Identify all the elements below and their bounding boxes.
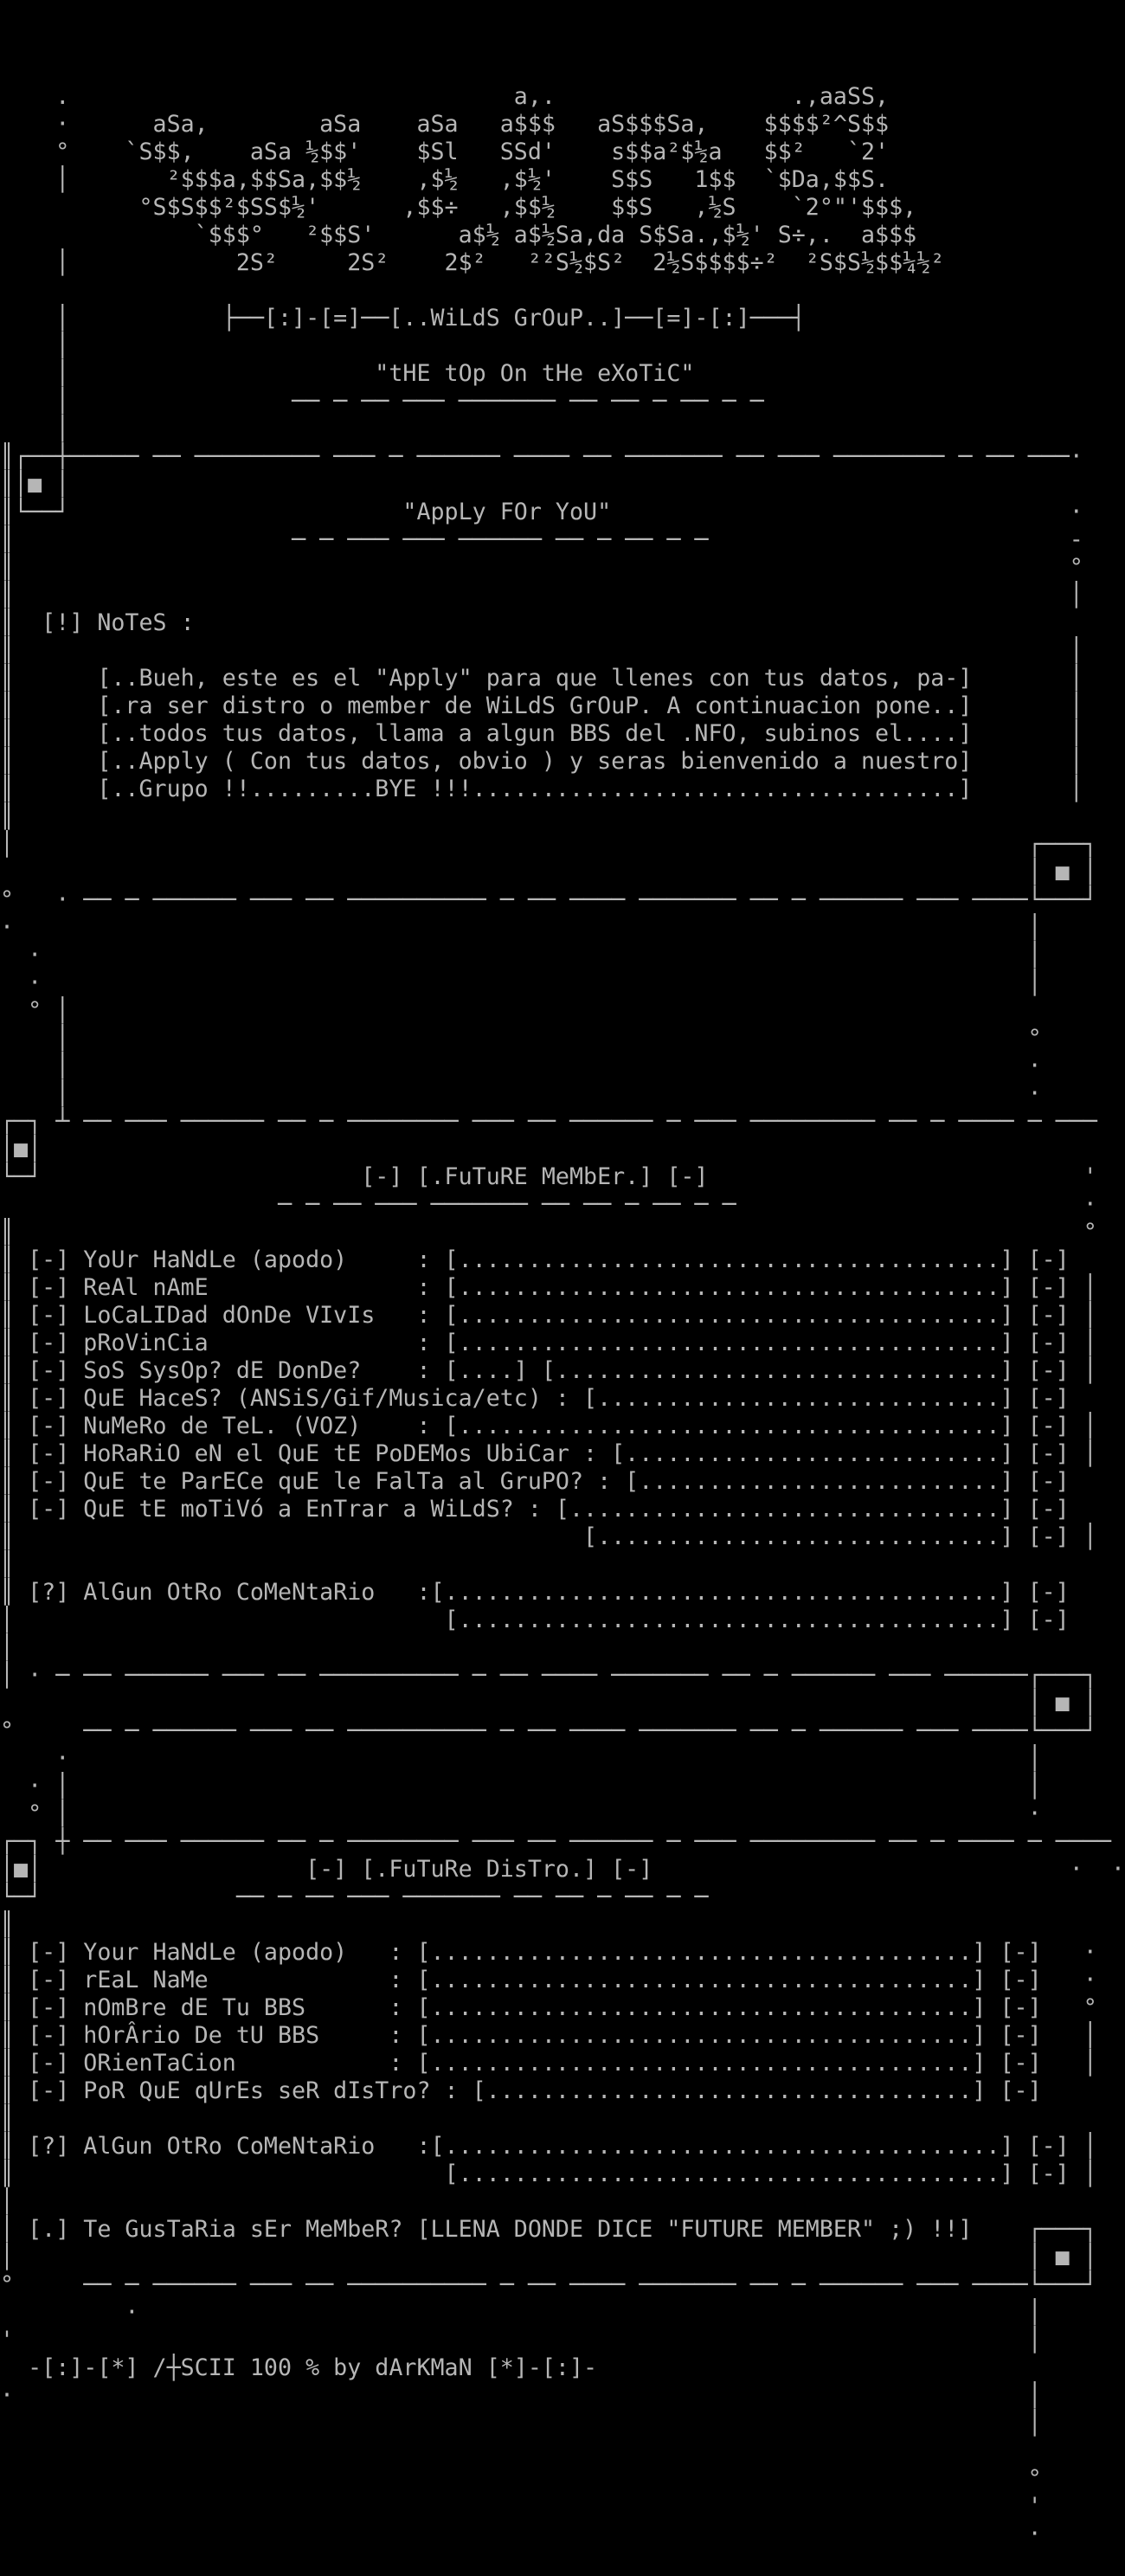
field-distro-comentario: ║ [?] AlGun OtRo CoMeNtaRio :[........................................] [-] │	[0, 2133, 1097, 2160]
ascii-row: ║	[0, 2105, 15, 2132]
distro-panel-corner-marker-right: │ │ ■ │	[0, 2244, 1097, 2270]
field-sysop: ║ [-] SoS SysOp? dE DonDe? : [....] [................................] [-] │	[0, 1357, 1097, 1384]
ascii-row: ' │	[0, 2327, 1042, 2354]
wilds-logo-row: ° `S$$, aSa ½$$' $Sl SSd' s$$a²$½a $$² `2'	[0, 138, 890, 165]
group-name-bar: │ ├──[:]-[=]──[..WiLdS GrOuP..]──[=]-[:]───┤	[0, 305, 806, 332]
notes-line: ║ [.ra ser distro o member de WiLdS GrOuP. A continuacion pone..] │	[0, 692, 1083, 719]
wilds-logo-row: │ 2S² 2S² 2$² ²²S½$S² 2½S$$$$÷² ²S$S½$$¼½²	[0, 249, 945, 276]
ascii-row: ║	[0, 1551, 15, 1578]
ascii-row: · │	[0, 1745, 1042, 1772]
ascii-row: ║ │	[0, 582, 1083, 609]
tagline-underline: │ ── ─ ── ─── ─────── ── ── ─ ── ─ ─	[0, 388, 764, 415]
apply-title-underline: ║ ─ ─ ─── ─── ────── ── ─ ── ─ ─ -	[0, 526, 1083, 553]
field-comentario-continuation: │ [.......................................] [-]	[0, 1607, 1070, 1633]
ascii-row: │ ·	[0, 1053, 1042, 1079]
member-panel-corner-marker: │■│	[0, 1136, 42, 1162]
ascii-row	[0, 2438, 1108, 2465]
member-panel-bottom-border: │ · ─ ── ────── ─── ── ────────── ─ ── ──── ─────── ── ─ ────── ─── ──────┌───┐	[0, 1662, 1097, 1689]
ascii-row: ° │	[0, 997, 70, 1024]
distro-section-title: │■│ [-] [.FuTuRe DisTro.] [-] · ·	[0, 1856, 1125, 1883]
member-title-underline: ─ ─ ── ─── ─────── ── ── ─ ── ─ ─ ·	[0, 1191, 1097, 1218]
wilds-logo-row: °S$S$$²$SS$½' ,$$÷ ,$$½ $$S ,½S `2°"'$$$,	[0, 194, 917, 221]
wilds-logo-row: . a,. .,aaSS,	[0, 83, 890, 110]
field-distro-comentario-continuation: ║ [.......................................] [-] │	[0, 2161, 1097, 2187]
wilds-logo-row: │ ²$$$a,$$Sa,$$½ ,$½ ,$½' S$S 1$$ `$Da,$$S.	[0, 166, 890, 193]
member-section-title: └─┘ [-] [.FuTuRE MeMbEr.] [-] '	[0, 1163, 1097, 1190]
field-distro-handle: ║ [-] Your HaNdLe (apodo) : [.......................................] [-] ·	[0, 1939, 1097, 1966]
ascii-row: °	[0, 2465, 1042, 2492]
credit-line: -[:]-[*] /┼SCII 100 % by dArKMaN [*]-[:]-	[0, 2354, 598, 2381]
notes-heading: ║ [!] NoTeS :	[0, 609, 195, 636]
ascii-row: ║	[0, 803, 15, 830]
field-comentario: ║ [?] AlGun OtRo CoMeNtaRio :[........................................] [-]	[0, 1579, 1070, 1606]
field-distro-bbs-name: ║ [-] nOmBre dE Tu BBS : [.......................................] [-] °	[0, 1994, 1097, 2021]
apply-title-row: ║└──┘ "AppLy FOr YoU" ·	[0, 499, 1083, 525]
field-telefono: ║ [-] NuMeRo de TeL. (VOZ) : [.......................................] [-] │	[0, 1413, 1097, 1439]
ascii-row: │	[0, 1634, 15, 1661]
field-motivo-continuation: ║ [.............................] [-] │	[0, 1523, 1097, 1550]
field-distro-real-name: ║ [-] rEaL NaMe : [.......................................] [-] ·	[0, 1967, 1097, 1993]
ascii-row	[0, 55, 1108, 83]
field-localidad: ║ [-] LoCaLIDad dOnDe VIvIs : [.......................................] [-] │	[0, 1302, 1097, 1329]
ascii-art	[0, 55, 1125, 2548]
ascii-row: ° │ ·	[0, 1800, 1042, 1827]
field-horario: ║ [-] HoRaRiO eN el QuE tE PoDEMos UbiCar : [...........................] [-] │	[0, 1440, 1097, 1467]
field-distro-por-que: ║ [-] PoR QuE qUrEs seR dIsTro? : [...................................] [-]	[0, 2077, 1042, 2104]
ascii-row: '	[0, 2493, 1042, 2520]
apply-panel-corner-marker-right: │ ■ │	[0, 859, 1097, 886]
ascii-row: │ °	[0, 1025, 1042, 1052]
ascii-row: │	[0, 2188, 15, 2215]
field-provincia: ║ [-] pRoVinCia : [.......................................] [-] │	[0, 1330, 1097, 1356]
field-your-handle: ║ [-] YoUr HaNdLe (apodo) : [.......................................] [-]	[0, 1246, 1070, 1273]
ascii-row: │	[0, 2410, 1042, 2437]
ascii-row: │	[0, 415, 70, 442]
field-motivo: ║ [-] QuE tE moTiVó a EnTrar a WiLdS? : [...............................] [-]	[0, 1496, 1070, 1523]
wilds-logo-row: `$$$° ²$$S' a$½ a$½Sa,da S$Sa.,$½' S÷,. a$$$	[0, 222, 917, 248]
apply-panel-corner-marker: ║│■ │	[0, 471, 70, 498]
apply-panel-bottom-border: ° · ── ─ ────── ─── ── ────────── ─ ── ──── ─────── ── ─ ────── ─── ────└───┘	[0, 886, 1097, 913]
ascii-row: ·	[0, 2521, 1042, 2547]
notes-line: ║ [..Grupo !!.........BYE !!!...................................] │	[0, 776, 1083, 802]
distro-panel-top-border: ┌─┐ ┼ ── ─── ────── ── ─ ──────── ─── ── ────── ─ ─── ───────── ── ─ ──── ─ ────	[0, 1828, 1111, 1855]
wilds-logo-row: · aSa, aSa aSa a$$$ aS$$$Sa, $$$$²^S$$	[0, 111, 890, 138]
ascii-row: ║ °	[0, 1219, 1097, 1246]
field-distro-orientacion: ║ [-] ORienTaCion : [.......................................] [-] │	[0, 2050, 1097, 2077]
notes-line: ║ [..todos tus datos, llama a algun BBS del .NFO, subinos el....] │	[0, 720, 1083, 747]
ascii-row: · │	[0, 2299, 1042, 2326]
ascii-row: ║ │	[0, 637, 1083, 664]
ascii-row: │ ·	[0, 1080, 1042, 1107]
ascii-row	[0, 277, 1108, 305]
member-question: │ [.] Te GusTaRia sEr MeMbeR? [LLENA DONDE DICE "FUTURE MEMBER" ;) !!] ┌───┐	[0, 2216, 1097, 2243]
field-que-haces: ║ [-] QuE HaceS? (ANSiS/Gif/Musica/etc) : [.............................] [-]	[0, 1385, 1070, 1412]
member-panel-corner-marker-right: │ ■ │	[0, 1690, 1097, 1716]
ascii-row: │	[0, 332, 70, 359]
ascii-row: ║	[0, 1911, 15, 1938]
ascii-row: · │ │	[0, 1773, 1042, 1800]
ascii-row: · │	[0, 969, 1042, 996]
apply-panel-top-border: ║┌──┼───── ── ───────── ─── ─ ────── ──── ── ─────── ── ─── ──────── ─ ── ───·	[0, 443, 1083, 470]
tagline: │ "tHE tOp On tHe eXoTiC"	[0, 360, 695, 387]
field-distro-bbs-horario: ║ [-] hOrÂrio De tU BBS : [.......................................] [-] │	[0, 2022, 1097, 2049]
member-panel-bottom-border-2: ° ── ─ ────── ─── ── ────────── ─ ── ──── ─────── ── ─ ────── ─── ────└───┘	[0, 1717, 1097, 1744]
notes-line: ║ [..Bueh, este es el "Apply" para que llenes con tus datos, pa-] │	[0, 665, 1083, 692]
member-panel-top-border: ┌─┐ ┴ ── ─── ────── ── ─ ──────── ─── ── ────── ─ ─── ───────── ── ─ ──── ─ ───	[0, 1108, 1097, 1135]
field-que-falta: ║ [-] QuE te ParECe quE le FalTa al GruPO? : [..........................] [-]	[0, 1468, 1070, 1495]
ascii-row: · │	[0, 914, 1042, 941]
ascii-row: · │	[0, 942, 1042, 969]
apply-panel-corner-top: │ ┌───┐	[0, 831, 1097, 858]
ascii-row: ║ °	[0, 554, 1083, 581]
distro-panel-bottom-border: ° ── ─ ────── ─── ── ────────── ─ ── ──── ─────── ── ─ ────── ─── ────└───┘	[0, 2271, 1097, 2298]
ascii-row: · │	[0, 2382, 1042, 2409]
distro-title-underline: └─┘ ── ─ ── ─── ─────── ── ── ─ ── ─ ─	[0, 1884, 709, 1910]
notes-line: ║ [..Apply ( Con tus datos, obvio ) y seras bienvenido a nuestro] │	[0, 748, 1083, 775]
field-real-name: ║ [-] ReAl nAmE : [.......................................] [-] │	[0, 1274, 1097, 1301]
